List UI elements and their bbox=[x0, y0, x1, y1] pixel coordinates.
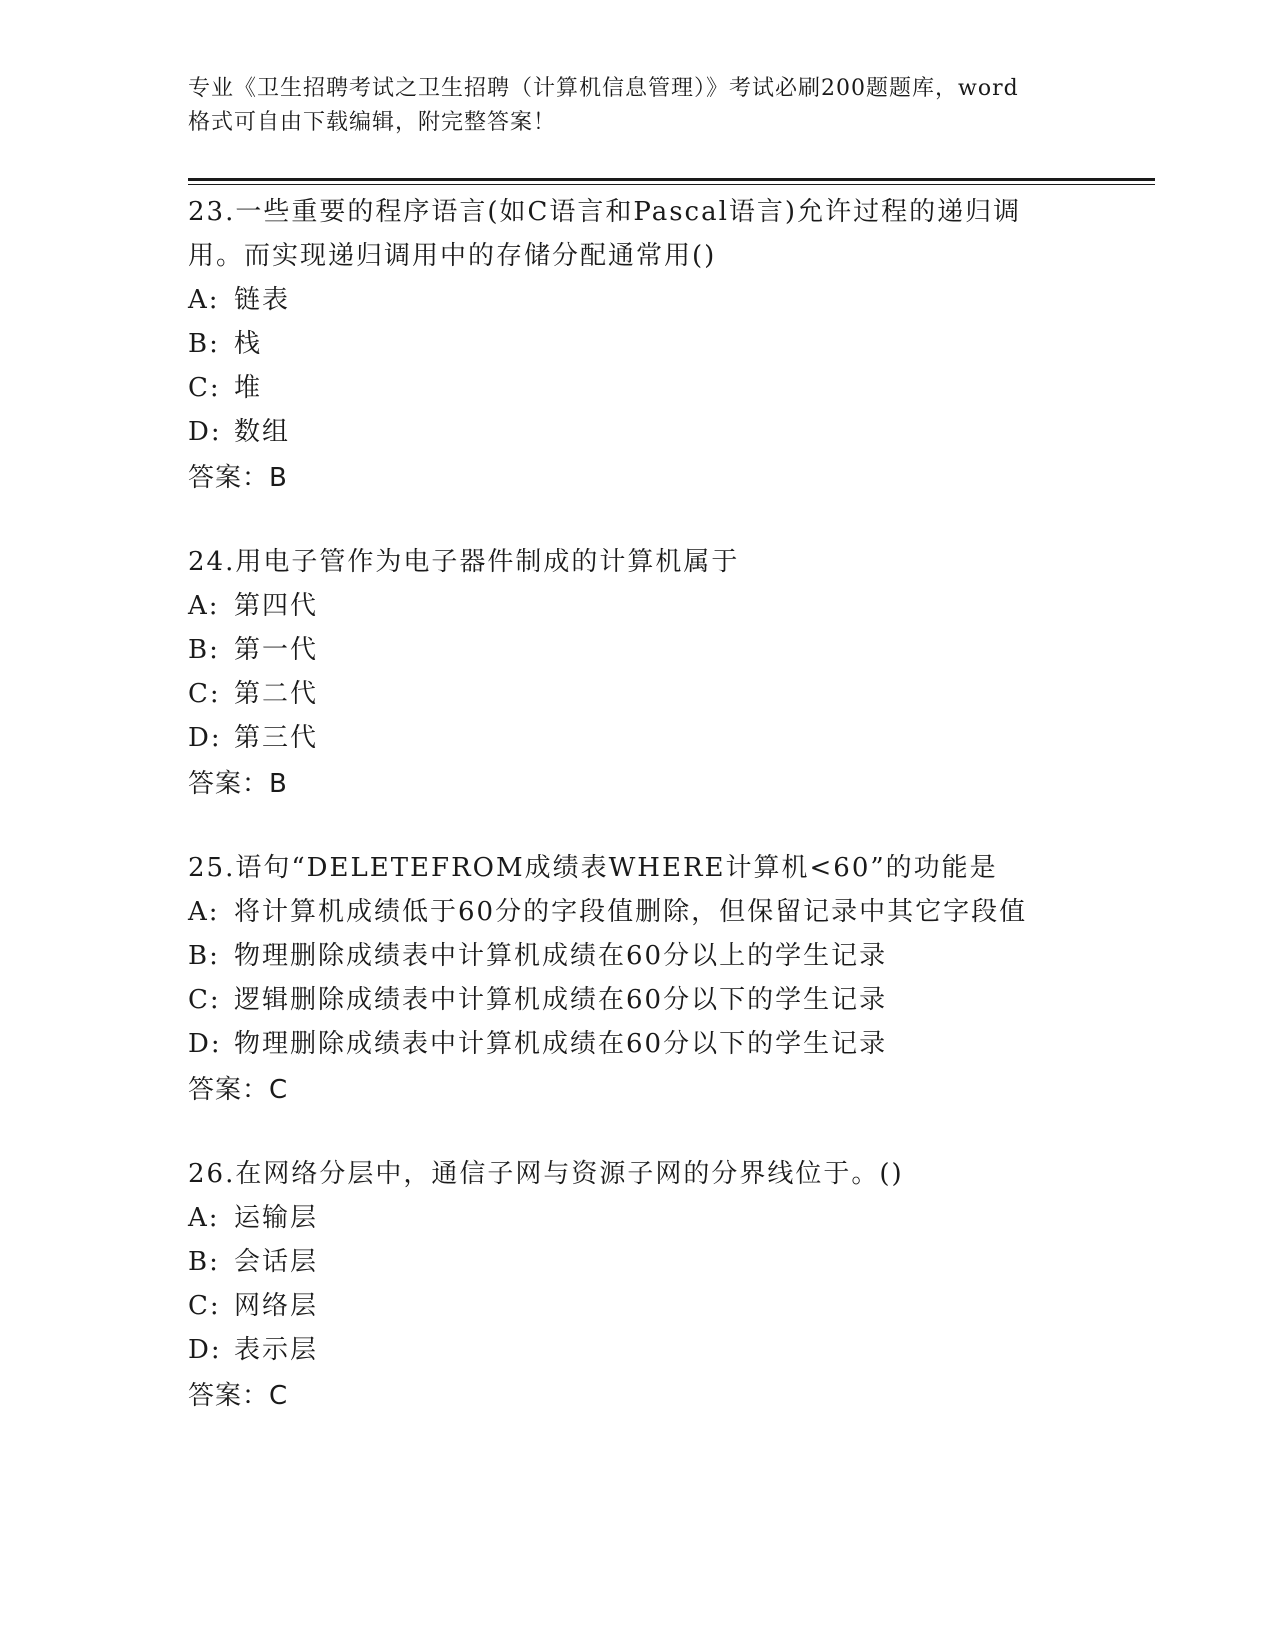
question-26 bbox=[188, 1152, 1148, 1420]
option-text: 网络层 bbox=[234, 1291, 319, 1321]
option-a bbox=[188, 1196, 1148, 1240]
answer-line: 答案：C bbox=[188, 1075, 289, 1105]
document-header bbox=[188, 72, 1088, 140]
answer-line: 答案：B bbox=[188, 463, 288, 493]
header-divider-thick bbox=[188, 178, 1155, 181]
option-a bbox=[188, 890, 1148, 934]
option-b bbox=[188, 628, 1148, 672]
option-b bbox=[188, 322, 1148, 366]
option-text: 运输层 bbox=[234, 1203, 319, 1233]
option-letter: D: bbox=[188, 1335, 222, 1365]
option-text: 逻辑删除成绩表中计算机成绩在60分以下的学生记录 bbox=[234, 985, 888, 1015]
option-d bbox=[188, 1022, 1148, 1066]
option-text: 第三代 bbox=[234, 723, 319, 753]
option-a bbox=[188, 584, 1148, 628]
option-text: 堆 bbox=[234, 373, 263, 403]
option-letter: B: bbox=[188, 329, 220, 359]
answer-line: 答案：B bbox=[188, 769, 288, 799]
question-stem-line: 23.一些重要的程序语言(如C语言和Pascal语言)允许过程的递归调 bbox=[188, 197, 1022, 227]
question-23 bbox=[188, 190, 1148, 502]
option-letter: B: bbox=[188, 941, 220, 971]
option-text: 栈 bbox=[234, 329, 263, 359]
option-letter: C: bbox=[188, 679, 221, 709]
question-stem-line: 用。而实现递归调用中的存储分配通常用() bbox=[188, 241, 717, 271]
option-d bbox=[188, 410, 1148, 454]
answer-line: 答案：C bbox=[188, 1381, 289, 1411]
option-letter: D: bbox=[188, 723, 222, 753]
option-letter: C: bbox=[188, 1291, 221, 1321]
option-letter: D: bbox=[188, 417, 222, 447]
header-divider-thin bbox=[188, 184, 1155, 185]
option-text: 第一代 bbox=[234, 635, 319, 665]
header-line-2: 格式可自由下载编辑，附完整答案！ bbox=[188, 110, 557, 135]
option-letter: A: bbox=[188, 591, 220, 621]
option-a bbox=[188, 278, 1148, 322]
option-text: 表示层 bbox=[234, 1335, 319, 1365]
question-stem-line: 24.用电子管作为电子器件制成的计算机属于 bbox=[188, 547, 740, 577]
option-text: 数组 bbox=[234, 417, 291, 447]
option-b bbox=[188, 934, 1148, 978]
option-text: 物理删除成绩表中计算机成绩在60分以上的学生记录 bbox=[234, 941, 888, 971]
option-text: 链表 bbox=[234, 285, 291, 315]
option-text: 会话层 bbox=[234, 1247, 319, 1277]
question-24 bbox=[188, 540, 1148, 808]
header-line-1: 专业《卫生招聘考试之卫生招聘（计算机信息管理）》考试必刷200题题库，word bbox=[188, 76, 1019, 101]
option-letter: A: bbox=[188, 897, 220, 927]
option-letter: A: bbox=[188, 285, 220, 315]
option-text: 将计算机成绩低于60分的字段值删除，但保留记录中其它字段值 bbox=[234, 897, 1028, 927]
option-letter: B: bbox=[188, 635, 220, 665]
option-c bbox=[188, 366, 1148, 410]
option-text: 第二代 bbox=[234, 679, 319, 709]
option-d bbox=[188, 716, 1148, 760]
option-b bbox=[188, 1240, 1148, 1284]
question-25 bbox=[188, 846, 1148, 1114]
question-stem-line: 26.在网络分层中，通信子网与资源子网的分界线位于。() bbox=[188, 1159, 904, 1189]
option-c bbox=[188, 1284, 1148, 1328]
question-list bbox=[188, 190, 1148, 1458]
question-stem-line: 25.语句“DELETEFROM成绩表WHERE计算机<60”的功能是 bbox=[188, 853, 998, 883]
option-letter: A: bbox=[188, 1203, 220, 1233]
option-d bbox=[188, 1328, 1148, 1372]
option-text: 物理删除成绩表中计算机成绩在60分以下的学生记录 bbox=[234, 1029, 888, 1059]
option-letter: C: bbox=[188, 985, 221, 1015]
option-letter: C: bbox=[188, 373, 221, 403]
option-text: 第四代 bbox=[234, 591, 319, 621]
option-c bbox=[188, 672, 1148, 716]
option-c bbox=[188, 978, 1148, 1022]
option-letter: D: bbox=[188, 1029, 222, 1059]
option-letter: B: bbox=[188, 1247, 220, 1277]
